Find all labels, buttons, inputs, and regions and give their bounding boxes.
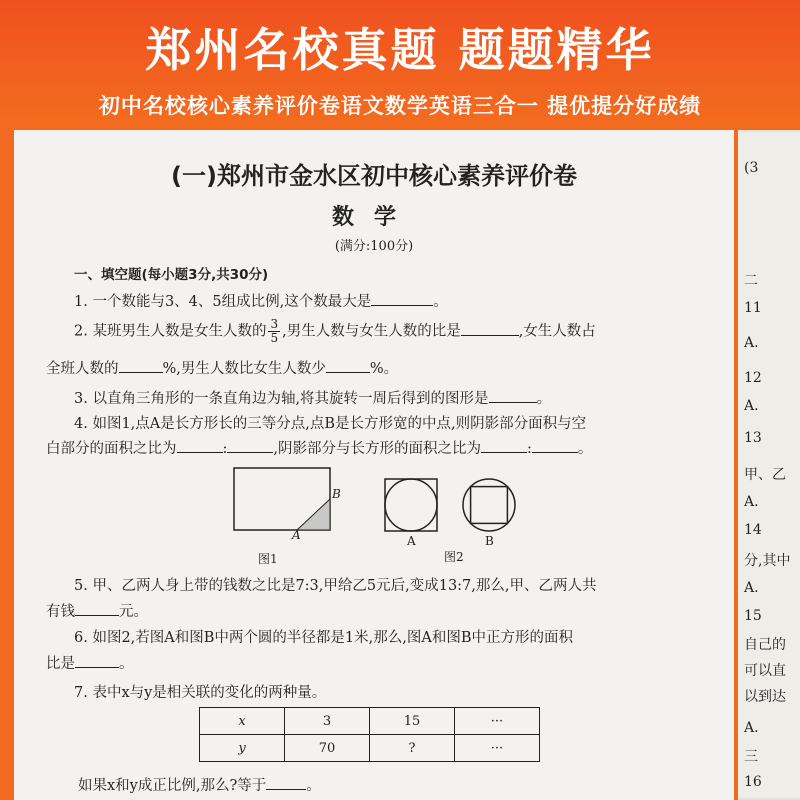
section-heading: 一、填空题(每小题3分,共30分) bbox=[74, 267, 269, 283]
table-cell: y bbox=[200, 735, 285, 762]
next-page-text: 分,其中 bbox=[744, 553, 791, 569]
next-page-text: (3 bbox=[744, 160, 759, 176]
figure-1-rectangle bbox=[232, 466, 342, 538]
exam-subject: 数学 bbox=[331, 205, 416, 230]
xy-table bbox=[199, 707, 540, 762]
question-2-text-e: %,男生人数比女生人数少 bbox=[162, 361, 326, 377]
answer-blank bbox=[266, 775, 306, 790]
question-5-text-a: 5. 甲、乙两人身上带的钱数之比是7:3,甲给乙5元后,变成13:7,那么,甲、乙两人共 bbox=[74, 578, 597, 594]
question-2-text-b: ,男生人数与女生人数的比是 bbox=[282, 323, 461, 340]
question-5 bbox=[74, 574, 597, 595]
question-4 bbox=[74, 412, 586, 433]
next-page-text: A. bbox=[744, 398, 759, 414]
next-page-text: 12 bbox=[744, 370, 762, 386]
question-5-cont bbox=[46, 600, 148, 621]
question-2-text-d: 全班人数的 bbox=[46, 361, 119, 377]
question-7-text: 7. 表中x与y是相关联的变化的两种量。 bbox=[74, 685, 327, 701]
table-cell: ? bbox=[370, 735, 455, 762]
answer-blank bbox=[227, 438, 273, 453]
question-5-text-b: 有钱 bbox=[46, 604, 75, 620]
answer-blank bbox=[481, 438, 527, 453]
table-cell: ··· bbox=[455, 735, 540, 762]
exam-page bbox=[14, 130, 734, 800]
question-2 bbox=[74, 318, 596, 345]
next-page-text: 14 bbox=[744, 522, 762, 538]
next-page-text: 可以直 bbox=[744, 663, 786, 679]
table-cell: ··· bbox=[455, 708, 540, 735]
answer-blank bbox=[489, 388, 537, 403]
question-7-text-b: 如果x和y成正比例,那么?等于 bbox=[78, 778, 267, 794]
table-cell: x bbox=[200, 708, 285, 735]
next-page-text: 三 bbox=[744, 749, 758, 765]
question-6-cont: 比是 。 bbox=[46, 652, 134, 673]
next-page-text: 二 bbox=[744, 273, 758, 289]
next-page-text: A. bbox=[744, 494, 759, 510]
next-page-text: 以到达 bbox=[744, 689, 786, 705]
figure-1-caption: 图1 bbox=[258, 552, 278, 566]
next-page-text: 16 bbox=[744, 774, 762, 790]
question-2-text-f: %。 bbox=[369, 361, 399, 377]
exam-title: (一)郑州市金水区初中核心素养评价卷 bbox=[171, 162, 577, 190]
answer-blank bbox=[371, 291, 433, 306]
next-page-text: 13 bbox=[744, 430, 762, 446]
answer-blank bbox=[119, 358, 163, 373]
figure-2-caption: 图2 bbox=[444, 550, 464, 564]
answer-blank bbox=[461, 321, 519, 336]
question-6 bbox=[74, 626, 573, 647]
question-4-text-b: 白部分的面积之比为 bbox=[46, 441, 177, 457]
question-7 bbox=[74, 681, 326, 702]
banner-subtitle: 初中名校核心素养评价卷语文数学英语三合一 提优提分好成绩 bbox=[98, 94, 702, 118]
question-2-text-c: ,女生人数占 bbox=[518, 323, 596, 340]
table-cell: 15 bbox=[370, 708, 455, 735]
question-4-text-a: 4. 如图1,点A是长方形长的三等分点,点B是长方形宽的中点,则阴影部分面积与空 bbox=[74, 416, 587, 432]
promo-banner bbox=[0, 0, 800, 128]
next-page-text: A. bbox=[744, 335, 759, 351]
fraction bbox=[268, 318, 280, 345]
question-4-text-c: ,阴影部分与长方形的面积之比为 bbox=[273, 441, 481, 457]
question-2-text-a: 2. 某班男生人数是女生人数的 bbox=[74, 323, 267, 340]
question-5-text-c: 元。 bbox=[119, 604, 148, 620]
answer-blank bbox=[532, 438, 578, 453]
next-page-text: 自己的 bbox=[744, 637, 786, 653]
question-6-text-b: 比是 bbox=[46, 656, 75, 672]
answer-blank bbox=[75, 653, 119, 668]
question-6-text-a: 6. 如图2,若图A和图B中两个圆的半径都是1米,那么,图A和图B中正方形的面积 bbox=[74, 630, 573, 646]
figure-2b-label: B bbox=[485, 534, 494, 548]
question-4-cont: 白部分的面积之比为 : ,阴影部分与长方形的面积之比为 : 。 bbox=[46, 437, 592, 458]
question-3: 3. 以直角三角形的一条直角边为轴,将其旋转一周后得到的图形是 。 bbox=[74, 387, 551, 408]
table-cell: 3 bbox=[285, 708, 370, 735]
figure-2b-circle-square bbox=[458, 474, 520, 536]
point-b-label: B bbox=[332, 487, 341, 501]
question-1-text: 1. 一个数能与3、4、5组成比例,这个数最大是 bbox=[74, 294, 372, 310]
full-score: (满分:100分) bbox=[334, 239, 414, 254]
banner-title: 郑州名校真题 题题精华 bbox=[145, 23, 655, 77]
question-2-cont bbox=[46, 357, 398, 378]
figure-2a-square-circle bbox=[380, 474, 442, 536]
next-page-text: A. bbox=[744, 720, 759, 736]
question-3-text: 3. 以直角三角形的一条直角边为轴,将其旋转一周后得到的图形是 bbox=[74, 391, 489, 407]
table-row bbox=[200, 708, 540, 735]
point-a-label: A bbox=[292, 528, 301, 542]
fraction-numerator: 3 bbox=[270, 317, 279, 331]
table-cell: 70 bbox=[285, 735, 370, 762]
next-page-text: A. bbox=[744, 580, 759, 596]
figure-2a-label: A bbox=[407, 534, 416, 548]
question-1: 1. 一个数能与3、4、5组成比例,这个数最大是 。 bbox=[74, 290, 448, 311]
next-page-edge bbox=[738, 130, 800, 800]
table-row bbox=[200, 735, 540, 762]
next-page-text: 甲、乙 bbox=[744, 467, 786, 483]
question-7-cont: 如果x和y成正比例,那么?等于 。 bbox=[78, 774, 321, 795]
next-page-text: 11 bbox=[744, 300, 762, 316]
next-page-text: 15 bbox=[744, 608, 762, 624]
answer-blank bbox=[75, 601, 119, 616]
answer-blank bbox=[326, 358, 370, 373]
answer-blank bbox=[177, 438, 223, 453]
fraction-denominator: 5 bbox=[270, 331, 279, 345]
